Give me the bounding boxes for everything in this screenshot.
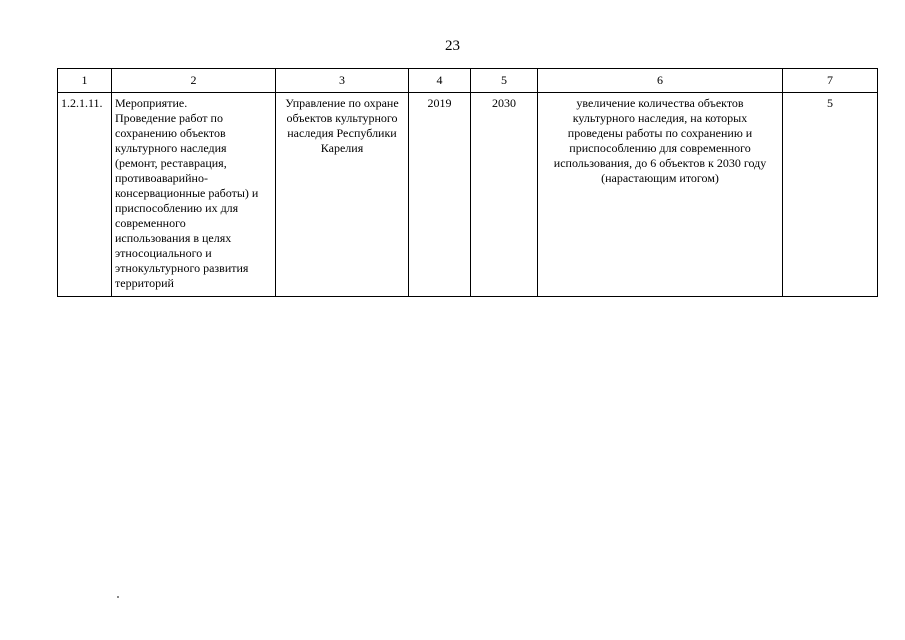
executor-line: Управление по охране: [285, 96, 399, 110]
header-cell: 5: [471, 69, 538, 93]
measure-line: современного: [115, 216, 186, 230]
measure-line: использования в целях: [115, 231, 232, 245]
measure-line: сохранению объектов: [115, 126, 226, 140]
table-row: [58, 93, 878, 297]
header-cell: 1: [58, 69, 112, 93]
measure-line: территорий: [115, 276, 174, 290]
indicator-line: увеличение количества объектов: [576, 96, 744, 110]
measure-line: приспособлению их для: [115, 201, 239, 215]
measure-line: этнокультурного развития: [115, 261, 249, 275]
indicator: [538, 93, 783, 297]
measure-line: культурного наследия: [115, 141, 227, 155]
executor: [276, 93, 409, 297]
table-header-row: [58, 69, 878, 93]
measure-line: этносоциального и: [115, 246, 212, 260]
measure-description: [112, 93, 276, 297]
executor-line: Карелия: [320, 141, 364, 155]
header-cell: 3: [276, 69, 409, 93]
executor-line: объектов культурного: [286, 111, 398, 125]
measure-code: 1.2.1.11.: [58, 93, 112, 297]
page-number: 23: [445, 38, 460, 54]
header-cell: 2: [112, 69, 276, 93]
indicator-line: (нарастающим итогом): [601, 171, 719, 185]
indicator-value: 5: [783, 93, 878, 297]
header-cell: 7: [783, 69, 878, 93]
indicator-line: использования, до 6 объектов к 2030 году: [553, 156, 767, 170]
executor-line: наследия Республики: [287, 126, 397, 140]
footer-mark: [117, 596, 119, 598]
measure-line: Проведение работ по: [115, 111, 223, 125]
measure-line: противоаварийно-: [115, 171, 208, 185]
end-year: 2030: [471, 93, 538, 297]
indicator-line: приспособлению для современного: [569, 141, 751, 155]
indicator-line: проведены работы по сохранению и: [567, 126, 753, 140]
measures-table: [57, 68, 878, 297]
measure-line: (ремонт, реставрация,: [115, 156, 227, 170]
header-cell: 4: [409, 69, 471, 93]
measure-line: Мероприятие.: [115, 96, 188, 110]
header-cell: 6: [538, 69, 783, 93]
indicator-line: культурного наследия, на которых: [572, 111, 748, 125]
start-year: 2019: [409, 93, 471, 297]
measure-line: консервационные работы) и: [115, 186, 259, 200]
